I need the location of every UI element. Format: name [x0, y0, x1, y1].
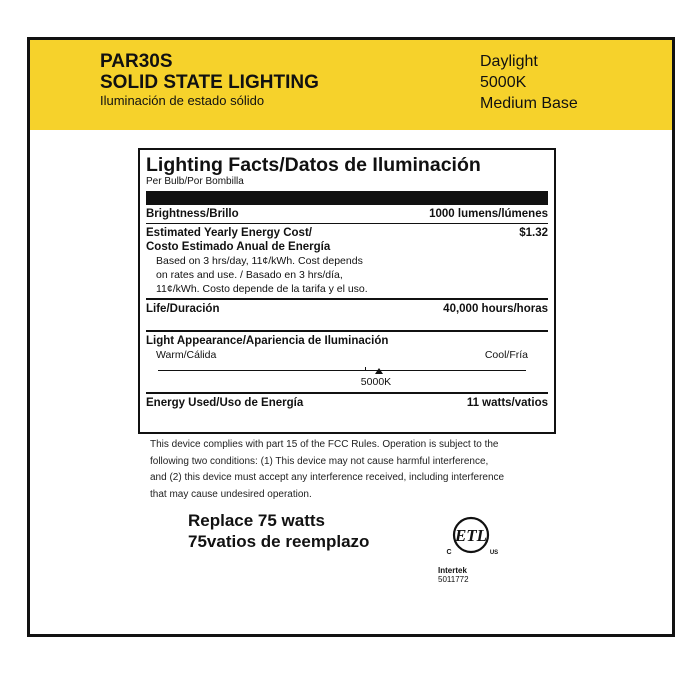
fcc-line: following two conditions: (1) This device may not cause harmful interference, — [150, 455, 489, 467]
energy-cost-label-spanish: Costo Estimado Anual de Energía — [146, 241, 331, 253]
appearance-label: Light Appearance/Apariencia de Iluminación — [146, 335, 389, 347]
color-name: Daylight — [480, 53, 538, 70]
package-panel — [27, 37, 675, 637]
cost-note-line: Based on 3 hrs/day, 11¢/kWh. Cost depends — [156, 255, 363, 267]
energy-cost-row-spanish — [146, 240, 548, 254]
base-type: Medium Base — [480, 95, 578, 112]
lighting-facts-label — [138, 148, 556, 434]
replacement-statement — [188, 510, 369, 552]
energy-used-row — [146, 396, 548, 410]
certification-info — [438, 566, 469, 584]
warm-label: Warm/Cálida — [156, 349, 217, 361]
facts-header-bar — [146, 191, 548, 205]
banner-left — [100, 52, 319, 108]
cost-note-line: on rates and use. / Basado en 3 hrs/día, — [156, 269, 343, 281]
life-value: 40,000 hours/horas — [443, 303, 548, 315]
appearance-row — [146, 334, 548, 348]
fcc-line: This device complies with part 15 of the FCC Rules. Operation is subject to the — [150, 439, 499, 450]
facts-title: Lighting Facts/Datos de Iluminación — [146, 154, 481, 176]
energy-cost-value: $1.32 — [519, 227, 548, 239]
etl-listed-mark-icon — [441, 507, 501, 571]
fcc-statement — [150, 437, 550, 503]
life-row — [146, 302, 548, 316]
brightness-label: Brightness/Brillo — [146, 208, 239, 220]
scale-tick — [365, 367, 366, 371]
energy-used-value: 11 watts/vatios — [466, 397, 548, 409]
divider — [146, 298, 548, 300]
energy-cost-label: Estimated Yearly Energy Cost/ — [146, 227, 312, 239]
model-name: PAR30S — [100, 51, 173, 72]
color-temperature: 5000K — [480, 74, 527, 91]
divider — [146, 223, 548, 224]
scale-labels — [146, 348, 548, 362]
appearance-scale — [146, 348, 548, 390]
fcc-line: and (2) this device must accept any interference received, including interference — [150, 472, 505, 483]
replace-english: Replace 75 watts — [188, 511, 326, 530]
cert-number: 5011772 — [438, 575, 469, 584]
cost-note-line: 11¢/kWh. Costo depende de la tarifa y el uso. — [156, 283, 368, 295]
replace-spanish: 75vatios de reemplazo — [188, 532, 370, 551]
divider — [146, 330, 548, 332]
technology-title-spanish: Iluminación de estado sólido — [100, 93, 265, 108]
etl-c-text: C — [446, 549, 452, 556]
brightness-value: 1000 lumens/lúmenes — [429, 208, 548, 220]
fcc-line: that may cause undesired operation. — [150, 488, 312, 500]
brightness-row — [146, 207, 548, 221]
energy-cost-row — [146, 226, 548, 240]
etl-us-text: US — [489, 550, 499, 556]
energy-used-label: Energy Used/Uso de Energía — [146, 397, 304, 409]
technology-title: SOLID STATE LIGHTING — [100, 72, 319, 93]
appearance-value: 5000K — [360, 376, 392, 388]
per-bulb-note: Per Bulb/Por Bombilla — [146, 176, 244, 187]
scale-line — [158, 370, 526, 371]
cool-label: Cool/Fría — [484, 349, 528, 361]
divider — [146, 392, 548, 394]
scale-marker-icon — [375, 368, 383, 374]
product-banner — [30, 40, 672, 130]
cert-brand: Intertek — [438, 566, 467, 575]
etl-mark-text: ETL — [454, 526, 488, 545]
life-label: Life/Duración — [146, 303, 220, 315]
banner-right — [480, 51, 578, 114]
